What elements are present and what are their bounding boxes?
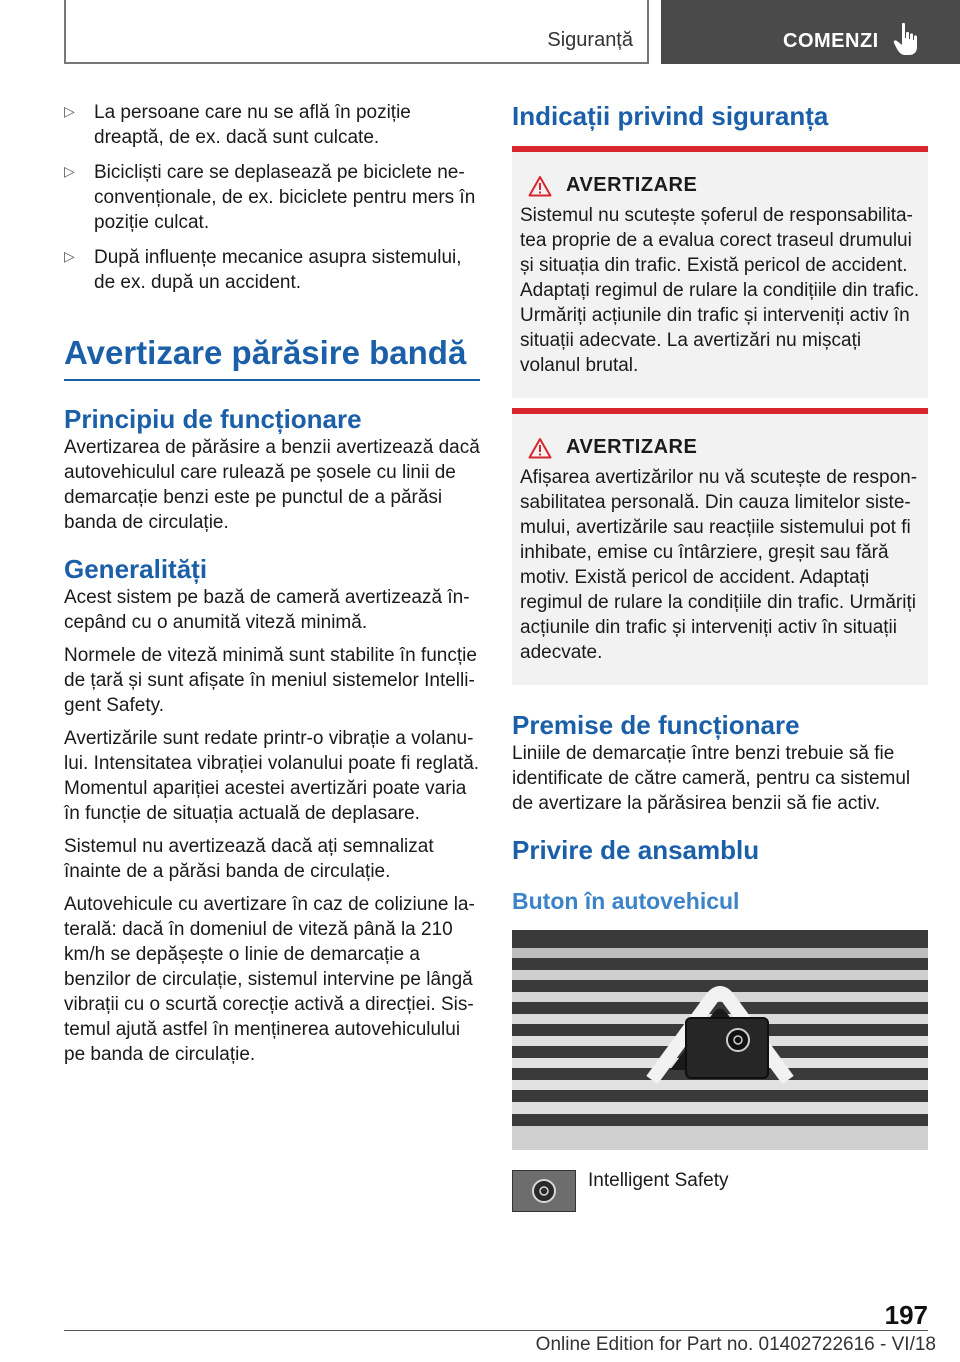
warning-label: AVERTIZARE (566, 436, 698, 458)
principle-text: Avertizarea de părăsire a benzii avertizează dacă autovehiculul care rulează pe șosele cu linii de demarcație benzi este pe punctul de a părăsi banda de circulație. (64, 437, 480, 533)
pointing-hand-icon (893, 22, 923, 56)
header-section-tab (64, 0, 649, 64)
header-section-label: Siguranță (547, 29, 633, 51)
general-paragraph: Avertizările sunt redate printr-o vibrație a volanului. Intensitatea vibrației volanului poate fi reglată. Momentul apariției acestei avertizări poate varia în funcție de situația actuală de deplasare. (64, 728, 480, 824)
left-column (64, 100, 480, 1075)
header-chapter-label: COMENZI (783, 30, 879, 52)
edition-text: Online Edition for Part no. 01402722616 - VI/18 (535, 1334, 936, 1355)
bullet-triangle-icon: ▷ (64, 103, 75, 119)
button-heading: Buton în autovehicul (512, 888, 740, 914)
warning-triangle-icon (528, 437, 552, 459)
page-title-block (64, 333, 480, 381)
general-paragraph: Sistemul nu avertizează dacă ați semnalizat înainte de a părăsi banda de circulație. (64, 836, 434, 882)
general-paragraph: Normele de viteză minimă sunt stabilite în funcție de țară și sunt afișate în meniul sistemelor Intelligent Safety. (64, 645, 477, 716)
general-paragraph: Autovehicule cu avertizare în caz de coliziune laterală: dacă în domeniul de viteză până la 210 km/h se depășește o linie de demarcație a benzilor de circulație, sistemul intervine pe lângă vibrații cu o scurtă corecție activă a direcției. Sistemul ajută astfel în menținerea autovehiculului pe banda de circulație. (64, 894, 475, 1065)
warning-text: Sistemul nu scutește șoferul de responsabilitatea proprie de a evalua corect traseul drumului și situația din trafic. Există pericol de accident. Adaptați regimul de rulare la condițiile din trafic. Urmăriți acțiunile din trafic și interveniți activ în situații adecvate. La avertizări nu mișcați volanul brutal. (520, 205, 920, 376)
warning-text: Afișarea avertizărilor nu vă scutește de responsabilitatea personală. Din cauza limitelor sistemului, avertizările sau reacțiile sistemului pot fi inhibate, emise cu întârziere, greșit sau fără motiv. Există pericol de accident. Adaptați regimul de rulare la condițiile din trafic. Urmăriți acțiunile din trafic și interveniți activ în situații adecvate. (520, 467, 918, 663)
prereq-heading: Premise de funcționare (512, 710, 800, 740)
list-item (64, 100, 480, 150)
bullet-text: La persoane care nu se află în poziție dreaptă, de ex. dacă sunt culcate. (94, 102, 411, 148)
footer (0, 1334, 960, 1356)
page-title: Avertizare părăsire bandă (64, 334, 467, 371)
bullet-triangle-icon: ▷ (64, 163, 75, 179)
general-paragraph: Acest sistem pe bază de cameră avertizează începând cu o anumită viteză minimă. (64, 587, 470, 633)
safety-heading: Indicații privind siguranța (512, 101, 829, 131)
bullet-triangle-icon: ▷ (64, 248, 75, 264)
button-label: Intelligent Safety (588, 1170, 729, 1191)
footer-divider (64, 1330, 928, 1331)
principle-heading: Principiu de funcționare (64, 404, 362, 434)
warning-box (512, 408, 928, 685)
warning-box (512, 146, 928, 398)
warning-triangle-icon (528, 175, 552, 197)
prereq-text: Liniile de demarcație între benzi trebuie să fie identificate de către cameră, pentru ca sistemul de avertizare la părăsirea benzii să fie activ. (512, 743, 911, 814)
bullet-text: După influențe mecanice asupra sistemului, de ex. după un accident. (94, 247, 462, 293)
list-item (64, 160, 480, 235)
warning-label: AVERTIZARE (566, 174, 698, 196)
intelligent-safety-button-icon (512, 1170, 576, 1212)
right-column (512, 100, 928, 1212)
bullet-text: Bicicliști care se deplasează pe biciclete neconvenționale, de ex. biciclete pentru mers în poziție culcat. (94, 162, 476, 233)
general-heading: Generalități (64, 554, 208, 584)
button-photo (512, 930, 928, 1150)
overview-heading: Privire de ansamblu (512, 835, 760, 865)
list-item (64, 245, 480, 295)
page-number: 197 (884, 1300, 928, 1330)
header-chapter-tab (661, 0, 960, 64)
